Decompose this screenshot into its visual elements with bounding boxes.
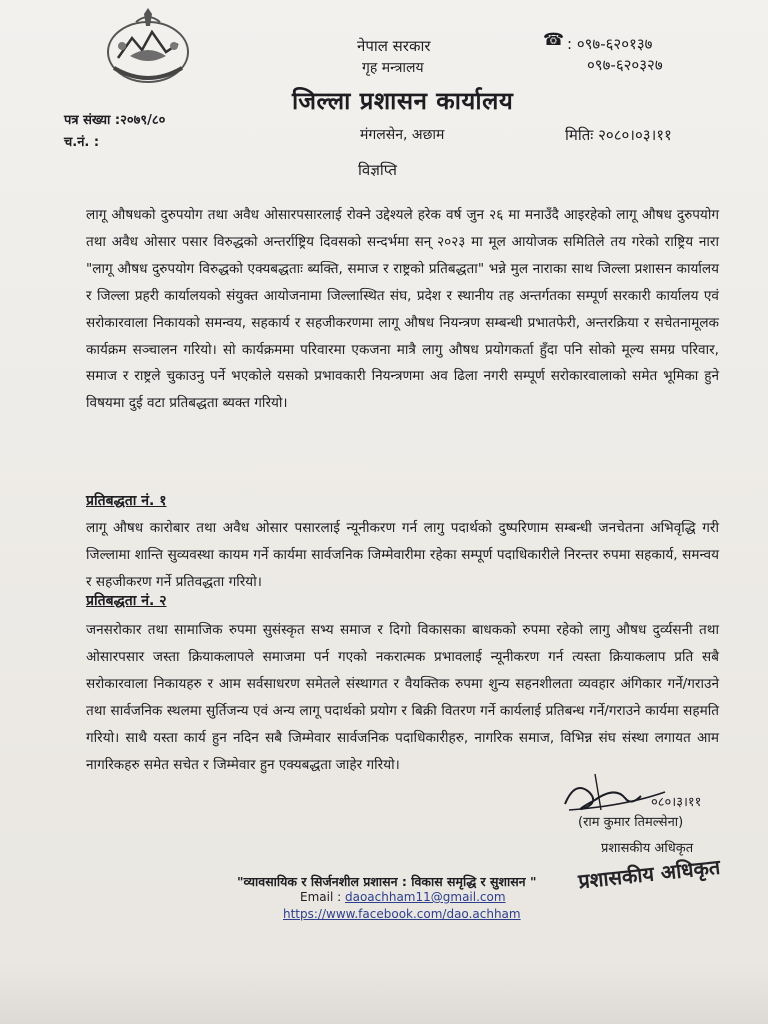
letter-number: पत्र संख्या :२०७९/८०	[64, 113, 166, 128]
signatory-designation: प्रशासकीय अधिकृत	[601, 841, 694, 856]
document-date: मितिः २०८०।०३।११	[565, 126, 672, 144]
email-link[interactable]: daoachham11@gmail.com	[344, 890, 506, 904]
signature-date: ०८०।३।११	[651, 795, 702, 810]
footer-slogan: "व्यावसायिक र सिर्जनशील प्रशासन : विकास समृद्धि र सुशासन "	[237, 874, 537, 889]
telephone-icon: ☎	[543, 30, 565, 50]
commitment-1-paragraph: लागू औषध कारोबार तथा अवैध ओसार पसारलाई न्यूनीकरण गर्न लागु पदार्थको दुष्परिणाम सम्बन्धी जनचेतना अभिवृद्धि गरी जिल्लामा शान्ति सुव्यवस्था कायम गर्ने कार्यमा सार्वजनिक जिम्मेवारीमा रहेका सम्पूर्ण पदाधिकारीले निरन्तर रुपमा सहकार्य, समन्वय र सहजीकरण गर्ने प्रतिवद्धता गरियो।	[86, 520, 719, 590]
dispatch-number: च.नं. :	[64, 135, 100, 150]
commitment-2-heading: प्रतिबद्धता नं. २	[86, 593, 167, 609]
intro-paragraph: लागू औषधको दुरुपयोग तथा अवैध ओसारपसारलाई रोक्ने उद्देश्यले हरेक वर्ष जुन २६ मा मनाउँदै आइरहेको लागू औषध दुरुपयोग तथा अवैध ओसार पसार विरुद्धको अन्तर्राष्ट्रिय दिवसको सन्दर्भमा सन् २०२३ मा मूल आयोजक समितिले तय गरेको राष्ट्रिय नारा "लागू औषध दुरुपयोग विरुद्धको एक्यबद्धताः ब्यक्ति, समाज र राष्ट्रको प्रतिबद्धता" भन्ने मुल नाराका साथ जिल्ला प्रशासन कार्यालय र जिल्ला प्रहरी कार्यालयको संयुक्त आयोजनामा जिल्लास्थित संघ, प्रदेश र स्थानीय तह अन्तर्गतका सम्पूर्ण सरकारी कार्यालय एवं सरोकारवाला निकायको समन्वय, सहकार्य र सहजीकरणमा लागू औषध नियन्त्रण सम्बन्धी प्रभातफेरी, अन्तरक्रिया र सचेतनामूलक कार्यक्रम सञ्चालन गरियो। सो कार्यक्रममा परिवारमा एकजना मात्रै लागु औषध प्रयोगकर्ता हुँदा पनि सोको मूल्य समग्र परिवार, समाज र राष्ट्रले चुकाउनु पर्ने भएकोले यसको प्रभावकारी नियन्त्रणमा अव ढिला नगरी सम्पूर्ण सरोकारवालाको समेत भूमिका हुने विषयमा दुई वटा प्रतिबद्धता ब्यक्त गरियो।	[86, 207, 719, 412]
office-location: मंगलसेन, अछाम	[360, 127, 445, 143]
ministry-name: गृह मन्त्रालय	[362, 60, 424, 76]
government-name: नेपाल सरकार	[357, 37, 431, 55]
office-name: जिल्ला प्रशासन कार्यालय	[292, 87, 514, 115]
notice-title: विज्ञप्ति	[358, 161, 397, 179]
facebook-link[interactable]: https://www.facebook.com/dao.achham	[283, 907, 521, 921]
signatory-name: (राम कुमार तिमल्सेना)	[578, 815, 684, 830]
footer-email	[300, 890, 506, 904]
commitment-2-paragraph: जनसरोकार तथा सामाजिक रुपमा सुसंस्कृत सभ्य समाज र दिगो विकासका बाधकको रुपमा रहेको लागु औषध दुर्व्यसनी तथा ओसारपसार जस्ता क्रियाकलापले समाजमा पर्न गएको नकरात्मक प्रभावलाई न्यूनीकरण गर्न त्यस्ता क्रियाकलाप प्रति सबै सरोकारवाला निकायहरु र आम सर्वसाधरण समेतले संस्थागत र वैयक्तिक रुपमा शुन्य सहनशीलता व्यवहार अंगिकार गर्ने/गराउने तथा सार्वजनिक स्थलमा सुर्तिजन्य एवं अन्य लागू पदार्थको प्रयोग र बिक्री वितरण गर्ने कार्यलाई प्रतिबन्ध गर्ने/गराउने कार्यमा सहमति गरियो। साथै यस्ता कार्य हुन नदिन सबै जिम्मेवार सार्वजनिक पदाधिकारीहरु, नागरिक समाज, विभिन्न संघ संस्था लगायत आम नागरिकहरु समेत सचेत र जिम्मेवार हुन एक्यबद्धता जाहेर गरियो।	[86, 622, 719, 773]
phone-number-1: : ०९७-६२०१३७	[567, 35, 653, 53]
paper-shadow	[0, 964, 768, 1024]
nepal-emblem-icon	[100, 8, 196, 88]
phone-number-2: ०९७-६२०३२७	[587, 56, 663, 74]
commitment-1-heading: प्रतिबद्धता नं. १	[86, 493, 167, 509]
email-label: Email :	[300, 890, 345, 904]
designation-stamp: प्रशासकीय अधिकृत	[577, 854, 722, 894]
